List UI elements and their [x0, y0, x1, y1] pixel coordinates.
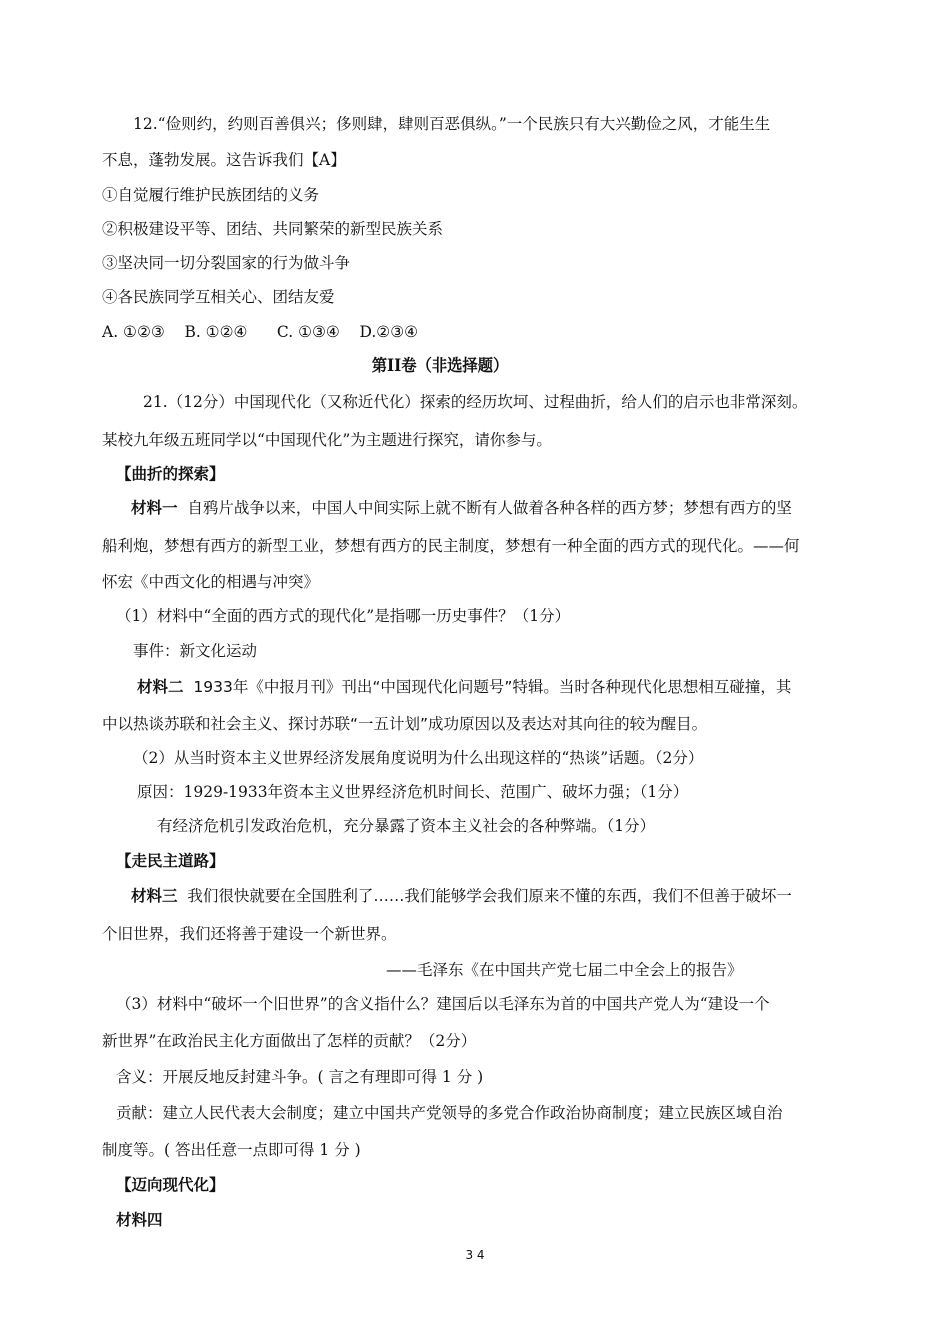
material-3-source: ——毛泽东《在中国共产党七届二中全会上的报告》 — [386, 961, 743, 979]
q12-stem-line2: 不息，蓬勃发展。这告诉我们【A】 — [102, 151, 346, 169]
material-2-text-line1: 1933年《中报月刊》刊出“中国现代化问题号”特辑。当时各种现代化思想相互碰撞，其 — [183, 678, 792, 696]
heading-tortuous-exploration: 【曲折的探索】 — [116, 465, 225, 483]
q21-subquestion-3-line1: （3）材料中“破坏一个旧世界”的含义指什么？建国后以毛泽东为首的中国共产党人为“建设一个 — [116, 995, 770, 1013]
q21-intro-line2: 某校九年级五班同学以“中国现代化”为主题进行探究，请你参与。 — [102, 431, 552, 449]
page-number: 3 4 — [465, 1248, 485, 1262]
material-3-line2: 个旧世界，我们还将善于建设一个新世界。 — [102, 925, 397, 943]
heading-democratic-road: 【走民主道路】 — [116, 852, 225, 870]
q21-intro-line1: 21.（12分）中国现代化（又称近代化）探索的经历坎坷、过程曲折，给人们的启示也非常深刻。 — [143, 393, 808, 411]
heading-toward-modernization: 【迈向现代化】 — [116, 1176, 225, 1194]
q21-answer-2-line2: 有经济危机引发政治危机，充分暴露了资本主义社会的各种弊端。（1分） — [157, 817, 656, 835]
q12-answer-choices: A. ①②③ B. ①②④ C. ①③④ D.②③④ — [102, 323, 418, 341]
q21-subquestion-2: （2）从当时资本主义世界经济发展角度说明为什么出现这样的“热谈”话题。（2分） — [133, 749, 704, 767]
q21-subquestion-3-line2: 新世界”在政治民主化方面做出了怎样的贡献？（2分） — [102, 1032, 477, 1050]
material-2-label: 材料二 — [137, 678, 184, 696]
material-3-label: 材料三 — [131, 887, 178, 905]
q21-subquestion-1: （1）材料中“全面的西方式的现代化”是指哪一历史事件？（1分） — [116, 607, 571, 625]
q21-answer-2-line1: 原因：1929-1933年资本主义世界经济危机时间长、范围广、破坏力强；（1分） — [137, 783, 689, 801]
material-3-line1 — [131, 886, 792, 906]
q12-option-3: ③坚决同一切分裂国家的行为做斗争 — [102, 254, 351, 272]
q21-answer-3-contribution-line2: 制度等。( 答出任意一点即可得 1 分 ) — [102, 1141, 361, 1159]
section-title: 第II卷（非选择题） — [371, 356, 509, 375]
material-2-line1 — [137, 677, 791, 697]
material-1-line2: 船利炮，梦想有西方的新型工业，梦想有西方的民主制度，梦想有一种全面的西方式的现代化。——何 — [102, 537, 800, 555]
material-4-label: 材料四 — [116, 1211, 163, 1229]
material-1-line3: 怀宏《中西文化的相遇与冲突》 — [102, 573, 320, 591]
material-1-line1 — [131, 498, 792, 518]
q21-answer-1: 事件：新文化运动 — [133, 642, 258, 660]
q21-answer-3-contribution-line1: 贡献：建立人民代表大会制度；建立中国共产党领导的多党合作政治协商制度；建立民族区域自治 — [116, 1104, 783, 1122]
material-2-line2: 中以热谈苏联和社会主义、探讨苏联“一五计划”成功原因以及表达对其向往的较为醒目。 — [102, 715, 708, 733]
q12-option-1: ①自觉履行维护民族团结的义务 — [102, 186, 320, 204]
material-1-text-line1: 自鸦片战争以来，中国人中间实际上就不断有人做着各种各样的西方梦；梦想有西方的坚 — [177, 499, 792, 517]
q21-answer-3-meaning: 含义：开展反地反封建斗争。( 言之有理即可得 1 分 ) — [116, 1068, 484, 1086]
q12-option-2: ②积极建设平等、团结、共同繁荣的新型民族关系 — [102, 220, 444, 238]
material-3-text-line1: 我们很快就要在全国胜利了……我们能够学会我们原来不懂的东西，我们不但善于破坏一 — [177, 887, 792, 905]
q12-option-4: ④各民族同学互相关心、团结友爱 — [102, 288, 335, 306]
material-1-label: 材料一 — [131, 499, 178, 517]
q12-stem-line1: 12.“俭则约，约则百善俱兴；侈则肆，肆则百恶俱纵。”一个民族只有大兴勤俭之风，才能生生 — [133, 115, 771, 133]
